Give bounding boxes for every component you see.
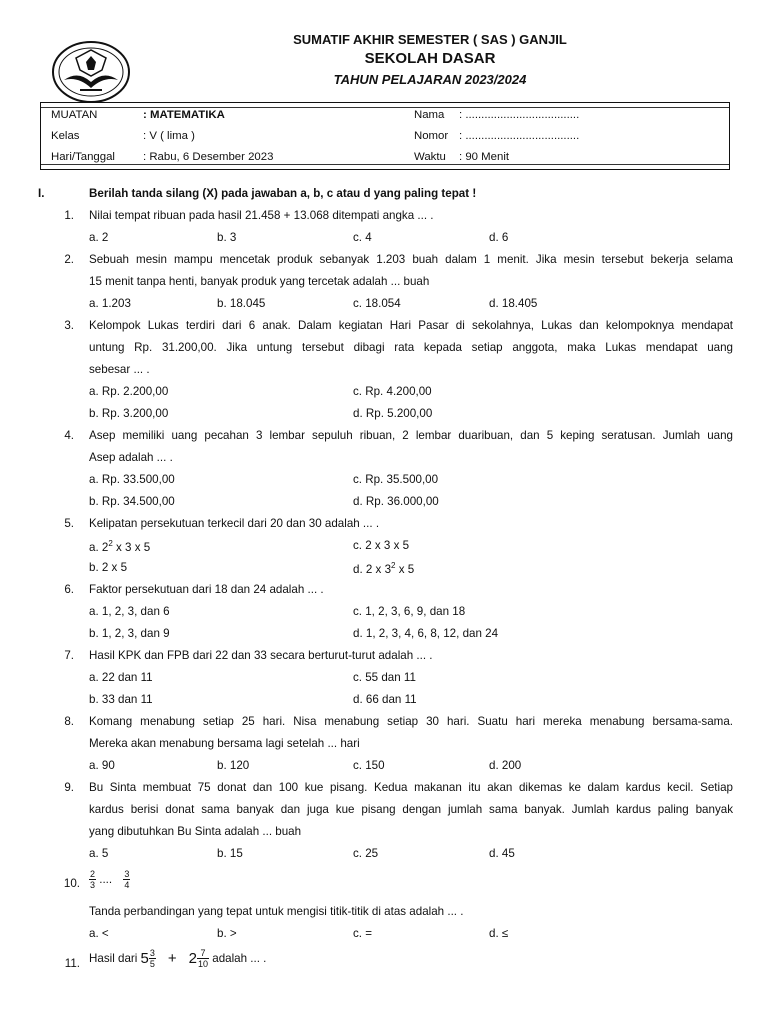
q4-option-b[interactable]: b. Rp. 34.500,00 <box>89 495 175 508</box>
q11-prefix: Hasil dari <box>89 952 141 965</box>
hari-value: : Rabu, 6 Desember 2023 <box>143 151 274 163</box>
section-number: I. <box>38 187 45 200</box>
q11-f2-denominator: 10 <box>198 959 209 969</box>
q5-d-base: d. 2 x 3 <box>353 563 392 576</box>
q7-option-b[interactable]: b. 33 dan 11 <box>89 693 153 706</box>
q11-expression <box>89 948 266 969</box>
q10-text: Tanda perbandingan yang tepat untuk mengisi titik-titik di atas adalah ... . <box>89 905 464 918</box>
q4-option-d[interactable]: d. Rp. 36.000,00 <box>353 495 439 508</box>
q10-f2-numerator: 3 <box>124 869 130 879</box>
q9-text-line-3: yang dibutuhkan Bu Sinta adalah ... buah <box>89 825 302 838</box>
q7-option-c[interactable]: c. 55 dan 11 <box>353 671 416 684</box>
q8-number: 8. <box>64 715 74 728</box>
q3-option-a[interactable]: a. Rp. 2.200,00 <box>89 385 169 398</box>
q8-option-c[interactable]: c. 150 <box>353 759 385 772</box>
section-instruction: Berilah tanda silang (X) pada jawaban a, b, c atau d yang paling tepat ! <box>89 187 477 200</box>
q9-option-c[interactable]: c. 25 <box>353 847 379 860</box>
info-row-kelas <box>41 128 729 148</box>
q10-option-c[interactable]: c. = <box>353 927 373 940</box>
q3-number: 3. <box>64 319 74 332</box>
q10-option-a[interactable]: a. < <box>89 927 109 940</box>
q11-fraction-2 <box>197 948 209 969</box>
exam-title: SUMATIF AKHIR SEMESTER ( SAS ) GANJIL <box>293 32 567 47</box>
q10-option-b[interactable]: b. > <box>217 927 237 940</box>
nama-field[interactable]: : .................................... <box>459 109 580 121</box>
q9-option-d[interactable]: d. 45 <box>489 847 515 860</box>
q9-number: 9. <box>64 781 74 794</box>
q2-option-a[interactable]: a. 1.203 <box>89 297 131 310</box>
q10-fraction-left <box>89 869 96 890</box>
tut-wuri-handayani-logo <box>50 40 132 104</box>
q11-fraction-1 <box>149 948 156 969</box>
q5-number: 5. <box>64 517 74 530</box>
q6-option-a[interactable]: a. 1, 2, 3, dan 6 <box>89 605 170 618</box>
waktu-value: : 90 Menit <box>459 151 510 163</box>
q2-text-line-2: 15 menit tanpa henti, banyak produk yang tercetak adalah ... buah <box>89 275 430 288</box>
q1-option-b[interactable]: b. 3 <box>217 231 237 244</box>
q3-text-line-2: untung Rp. 31.200,00. Jika untung tersebut dibagi rata kepada setiap anggota, maka Lukas mendapat uang <box>89 341 733 354</box>
q6-option-b[interactable]: b. 1, 2, 3, dan 9 <box>89 627 170 640</box>
muatan-value: : MATEMATIKA <box>143 109 225 121</box>
q10-expression <box>89 869 130 890</box>
q1-option-c[interactable]: c. 4 <box>353 231 372 244</box>
hari-label: Hari/Tanggal <box>51 151 115 163</box>
q5-option-a[interactable] <box>89 539 150 554</box>
nomor-field[interactable]: : .................................... <box>459 130 580 142</box>
q3-option-b[interactable]: b. Rp. 3.200,00 <box>89 407 169 420</box>
academic-year: TAHUN PELAJARAN 2023/2024 <box>333 72 527 87</box>
q2-option-b[interactable]: b. 18.045 <box>217 297 266 310</box>
q10-dots: .... <box>96 873 116 886</box>
q11-suffix: adalah ... . <box>209 952 267 965</box>
muatan-label: MUATAN <box>51 109 98 121</box>
q5-a-rest: x 3 x 5 <box>112 541 151 554</box>
q9-text-line-1: Bu Sinta membuat 75 donat dan 100 kue pisang. Kedua makanan itu akan dikemas ke dalam kardus kecil. Setiap <box>89 781 733 794</box>
q5-option-b[interactable]: b. 2 x 5 <box>89 561 128 574</box>
q1-text: Nilai tempat ribuan pada hasil 21.458 + 13.068 ditempati angka ... . <box>89 209 434 222</box>
q4-number: 4. <box>64 429 74 442</box>
q7-number: 7. <box>64 649 74 662</box>
q7-text: Hasil KPK dan FPB dari 22 dan 33 secara berturut-turut adalah ... . <box>89 649 433 662</box>
q5-option-c[interactable]: c. 2 x 3 x 5 <box>353 539 410 552</box>
q4-option-a[interactable]: a. Rp. 33.500,00 <box>89 473 175 486</box>
school-level: SEKOLAH DASAR <box>364 50 496 67</box>
q1-option-a[interactable]: a. 2 <box>89 231 109 244</box>
q2-text-line-1: Sebuah mesin mampu mencetak produk sebanyak 1.203 buah dalam 1 menit. Jika mesin tersebut bekerja selama <box>89 253 733 266</box>
q5-a-base: a. 2 <box>89 541 109 554</box>
q10-f2-denominator: 4 <box>124 880 130 890</box>
q5-a-exponent: 2 <box>108 539 113 548</box>
q6-option-c[interactable]: c. 1, 2, 3, 6, 9, dan 18 <box>353 605 466 618</box>
q6-option-d[interactable]: d. 1, 2, 3, 4, 6, 8, 12, dan 24 <box>353 627 499 640</box>
q3-text-line-3: sebesar ... . <box>89 363 150 376</box>
q6-text: Faktor persekutuan dari 18 dan 24 adalah ... . <box>89 583 324 596</box>
q10-f1-numerator: 2 <box>90 869 96 879</box>
q10-fraction-right <box>123 869 130 890</box>
info-row-hari <box>41 149 729 169</box>
q9-option-a[interactable]: a. 5 <box>89 847 109 860</box>
q11-f1-numerator: 3 <box>149 948 155 958</box>
q9-option-b[interactable]: b. 15 <box>217 847 243 860</box>
q8-option-a[interactable]: a. 90 <box>89 759 115 772</box>
q5-option-d[interactable] <box>353 561 414 576</box>
waktu-label: Waktu <box>414 151 446 163</box>
kelas-label: Kelas <box>51 130 80 142</box>
q8-option-b[interactable]: b. 120 <box>217 759 250 772</box>
q3-option-c[interactable]: c. Rp. 4.200,00 <box>353 385 432 398</box>
q5-d-rest: x 5 <box>395 563 415 576</box>
q1-number: 1. <box>64 209 74 222</box>
info-row-muatan <box>41 107 729 127</box>
q9-text-line-2: kardus berisi donat sama banyak dan juga kue pisang dengan jumlah sama banyak. Jumlah kardus paling banyak <box>89 803 733 816</box>
q10-f1-denominator: 3 <box>90 880 96 890</box>
q8-text-line-1: Komang menabung setiap 25 hari. Nisa menabung setiap 30 hari. Suatu hari mereka menabung bersama-sama. <box>89 715 733 728</box>
q10-number: 10. <box>63 877 80 890</box>
q1-option-d[interactable]: d. 6 <box>489 231 509 244</box>
kelas-value: : V ( lima ) <box>143 130 195 142</box>
q11-f1-denominator: 5 <box>149 959 155 969</box>
student-info-box <box>40 102 730 170</box>
q10-option-d[interactable]: d. ≤ <box>489 927 509 940</box>
q8-text-line-2: Mereka akan menabung bersama lagi setelah ... hari <box>89 737 360 750</box>
nomor-label: Nomor <box>414 130 449 142</box>
q5-text: Kelipatan persekutuan terkecil dari 20 dan 30 adalah ... . <box>89 517 380 530</box>
q11-whole-1: 5 <box>140 950 149 967</box>
q7-option-a[interactable]: a. 22 dan 11 <box>89 671 153 684</box>
q11-plus: + <box>167 950 177 967</box>
q11-whole-2: 2 <box>188 950 198 967</box>
q7-option-d[interactable]: d. 66 dan 11 <box>353 693 417 706</box>
q2-option-c[interactable]: c. 18.054 <box>353 297 401 310</box>
q4-text-line-2: Asep adalah ... . <box>89 451 173 464</box>
q11-number: 11. <box>64 957 80 970</box>
q2-option-d[interactable]: d. 18.405 <box>489 297 538 310</box>
q3-option-d[interactable]: d. Rp. 5.200,00 <box>353 407 433 420</box>
q3-text-line-1: Kelompok Lukas terdiri dari 6 anak. Dalam kegiatan Hari Pasar di sekolahnya, Lukas dan kelompoknya mendapat <box>89 319 733 332</box>
q6-number: 6. <box>64 583 74 596</box>
q11-f2-numerator: 7 <box>197 948 209 959</box>
q4-text-line-1: Asep memiliki uang pecahan 3 lembar sepuluh ribuan, 2 lembar duaribuan, dan 5 keping seratusan. Jumlah uang <box>89 429 733 442</box>
q8-option-d[interactable]: d. 200 <box>489 759 522 772</box>
q4-option-c[interactable]: c. Rp. 35.500,00 <box>353 473 439 486</box>
nama-label: Nama <box>414 109 445 121</box>
q5-d-exponent: 2 <box>391 561 396 570</box>
q2-number: 2. <box>64 253 74 266</box>
